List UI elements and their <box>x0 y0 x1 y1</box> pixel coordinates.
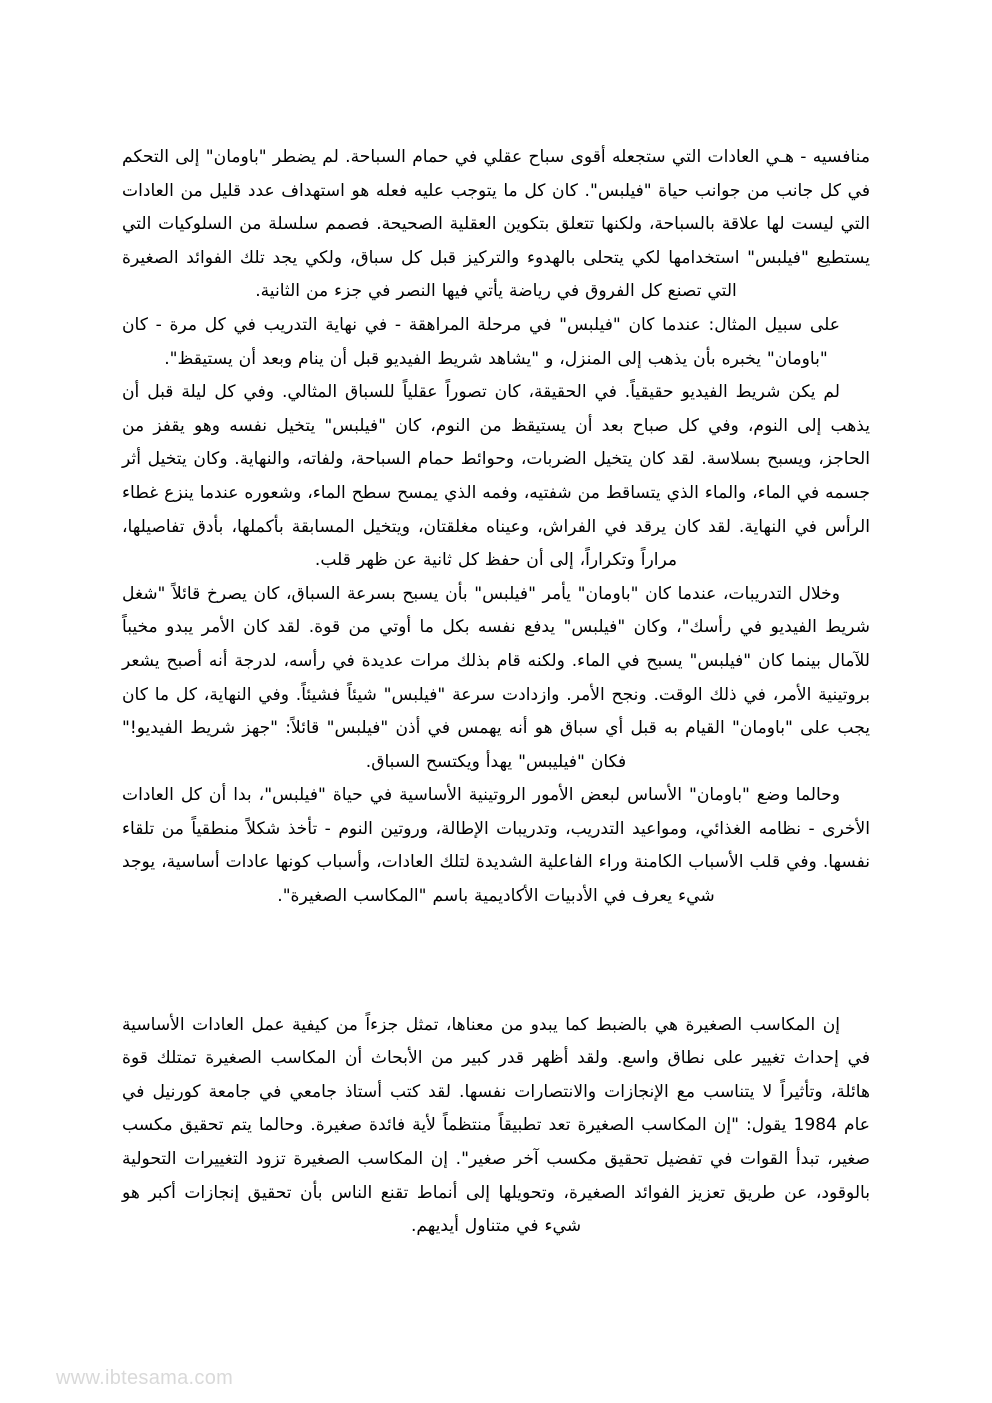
block-separator <box>122 914 870 1009</box>
paragraph: وخلال التدريبات، عندما كان "باومان" يأمر "فيلبس" بأن يسبح بسرعة السباق، كان يصرخ قائلاً "شغل شريط الفيديو في رأسك"، وكان "فيلبس" يدفع نفسه بكل ما أوتي من قوة. لقد كان الأمر يبدو مخيباً للآمال بينما كان "فيلبس" يسبح في الماء. ولكنه قام بذلك مرات عديدة في رأسه، لدرجة أنه أصبح يشعر بروتينية الأمر، في ذلك الوقت. ونجح الأمر. وازدادت سرعة "فيلبس" شيئاً فشيئاً. وفي النهاية، كل ما كان يجب على "باومان" القيام به قبل أي سباق هو أنه يهمس في أذن "فيلبس" قائلاً: "جهز شريط الفيديو!" فكان "فيليبس" يهدأ ويكتسح السباق. <box>122 583 870 772</box>
paragraph: لم يكن شريط الفيديو حقيقياً. في الحقيقة، كان تصوراً عقلياً للسباق المثالي. وفي كل ليلة قبل أن يذهب إلى النوم، وفي كل صباح بعد أن يستيقظ من النوم، كان "فيلبس" يتخيل نفسه وهو يقفز من الحاجز، ويسبح بسلاسة. لقد كان يتخيل الضربات، وحوائط حمام السباحة، ولفاته، والنهاية. وكان يتخيل أثر جسمه في الماء، والماء الذي يتساقط من شفتيه، وفمه الذي يمسح سطح الماء، وشعوره عندما ينزع غطاء الرأس في النهاية. لقد كان يرقد في الفراش، وعيناه مغلقتان، ويتخيل المسابقة بأكملها، بأدق تفاصيلها، مراراً وتكراراً، إلى أن حفظ كل ثانية عن ظهر قلب. <box>122 382 870 571</box>
text-block-lower <box>122 1009 870 1244</box>
site-watermark: www.ibtesama.com <box>56 1367 234 1389</box>
paragraph: منافسيه - هـي العادات التي ستجعله أقوى سباح عقلي في حمام السباحة. لم يضطر "باومان" إلى التحكم في كل جانب من جوانب حياة "فيلبس". كان كل ما يتوجب عليه فعله هو استهداف عدد قليل من العادات التي ليست لها علاقة بالسباحة، ولكنها تتعلق بتكوين العقلية الصحيحة. فصمم سلسلة من السلوكيات التي يستطيع "فيلبس" استخدامها لكي يتحلى بالهدوء والتركيز قبل كل سباق، ولكي يجد تلك الفوائد الصغيرة التي تصنع كل الفروق في رياضة يأتي فيها النصر في جزء من الثانية. <box>122 147 870 302</box>
text-block-upper <box>122 141 870 914</box>
paragraph: على سبيل المثال: عندما كان "فيلبس" في مرحلة المراهقة - في نهاية التدريب في كل مرة - كان "باومان" يخبره بأن يذهب إلى المنزل، و "يشاهد شريط الفيديو قبل أن ينام وبعد أن يستيقظ". <box>122 314 840 369</box>
document-content <box>122 141 870 1244</box>
paragraph: إن المكاسب الصغيرة هي بالضبط كما يبدو من معناها، تمثل جزءاً من كيفية عمل العادات الأساسية في إحداث تغيير على نطاق واسع. ولقد أظهر قدر كبير من الأبحاث أن المكاسب الصغيرة تمتلك قوة هائلة، وتأثيراً لا يتناسب مع الإنجازات والانتصارات نفسها. لقد كتب أستاذ جامعي في جامعة كورنيل في عام 1984 يقول: "إن المكاسب الصغيرة تعد تطبيقاً منتظماً لأية فائدة صغيرة. وحالما يتم تحقيق مكسب صغير، تبدأ القوات في تفضيل تحقيق مكسب آخر صغير". إن المكاسب الصغيرة تزود التغييرات التحولية بالوقود، عن طريق تعزيز الفوائد الصغيرة، وتحويلها إلى أنماط تقنع الناس بأن تحقيق إنجازات أكبر هو شيء في متناول أيديهم. <box>122 1014 870 1237</box>
paragraph: وحالما وضع "باومان" الأساس لبعض الأمور الروتينية الأساسية في حياة "فيلبس"، بدا أن كل العادات الأخرى - نظامه الغذائي، ومواعيد التدريب، وتدريبات الإطالة، وروتين النوم - تأخذ شكلاً منطقياً من تلقاء نفسها. وفي قلب الأسباب الكامنة وراء الفاعلية الشديدة لتلك العادات، وأسباب كونها عادات أساسية، يوجد شيء يعرف في الأدبيات الأكاديمية باسم "المكاسب الصغيرة". <box>122 785 870 907</box>
